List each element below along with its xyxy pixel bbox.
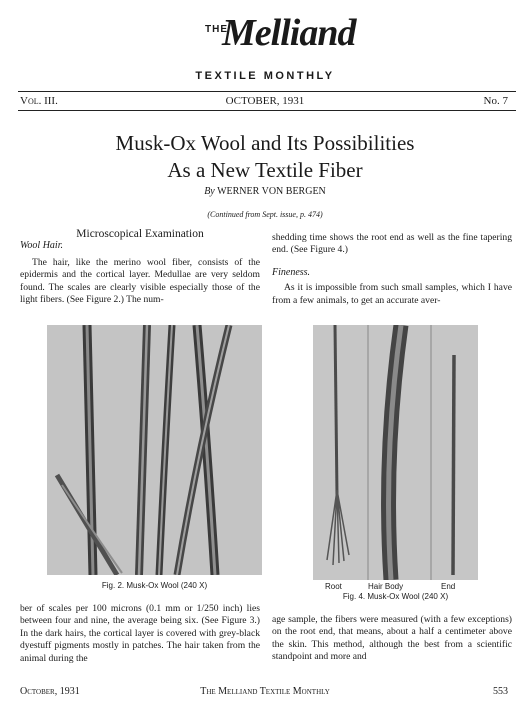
article-title <box>0 130 530 184</box>
left-paragraph: The hair, like the merino wool fiber, consists of the epidermis and the cortical layer. Medullae are very seldom found. The scales are clearly visible especially those of the light fibers. (See Figure 2.) The num- <box>20 256 260 306</box>
issue-number: No. 7 <box>483 95 508 107</box>
masthead-the: THE <box>205 24 228 35</box>
figure-2-caption: Fig. 2. Musk-Ox Wool (240 X) <box>101 581 208 590</box>
bottom-right-column <box>272 614 512 664</box>
byline-by: By <box>204 186 215 197</box>
masthead-logo: Melliand <box>222 12 356 54</box>
subhead-fineness: Fineness. <box>272 266 311 278</box>
left-column <box>20 228 260 306</box>
figure-2-photo <box>47 325 262 575</box>
figure-4-caption: Fig. 4. Musk-Ox Wool (240 X) <box>342 592 449 601</box>
header-rule-bottom <box>18 110 516 111</box>
section-heading: Microscopical Examination <box>76 228 204 240</box>
continued-note: (Continued from Sept. issue, p. 474) <box>207 210 323 219</box>
issue-date: OCTOBER, 1931 <box>225 95 305 107</box>
footer-page-number: 553 <box>493 686 508 697</box>
figure-2-fibers <box>47 325 262 575</box>
footer-date: October, 1931 <box>20 686 80 697</box>
right-paragraph: As it is impossible from such small samples, which I have from a few animals, to get an accurate aver- <box>272 282 512 306</box>
right-paragraph-top: shedding time shows the root end as well as the fine tapering end. (See Figure 4.) <box>272 232 512 256</box>
header-rule-top <box>18 91 516 92</box>
bottom-left-column <box>20 603 260 665</box>
figure-4-photo <box>313 325 478 580</box>
masthead-subtitle: TEXTILE MONTHLY <box>195 70 335 82</box>
article-title-line2: As a New Textile Fiber <box>167 158 363 182</box>
bottom-left-paragraph: ber of scales per 100 microns (0.1 mm or 1/250 inch) lies between four and nine, the average being six. (See Figure 3.) In the dark hairs, the cortical layer is covered with grey-black dyestuff pigments mostly in patches. The hair taken from the animal during the <box>20 603 260 664</box>
footer-publication: The Melliand Textile Monthly <box>200 686 330 697</box>
figure-4-fibers <box>313 325 478 580</box>
byline-author: WERNER VON BERGEN <box>217 186 326 197</box>
bottom-right-paragraph: age sample, the fibers were measured (with a few exceptions) on the root end, that means, about a half a centimeter above the skin. This method, although the best from a scientific standpoint and more and <box>272 614 512 663</box>
figure-4-label-root: Root <box>325 582 342 591</box>
right-column <box>272 232 512 307</box>
article-title-line1: Musk-Ox Wool and Its Possibilities <box>115 131 415 155</box>
volume-label: Vol. III. <box>20 95 58 107</box>
figure-4-label-body: Hair Body <box>368 582 404 591</box>
subhead-wool-hair: Wool Hair. <box>20 240 63 252</box>
figure-4-label-end: End <box>441 582 456 591</box>
byline <box>0 186 530 197</box>
figure-4-labels <box>313 582 478 592</box>
